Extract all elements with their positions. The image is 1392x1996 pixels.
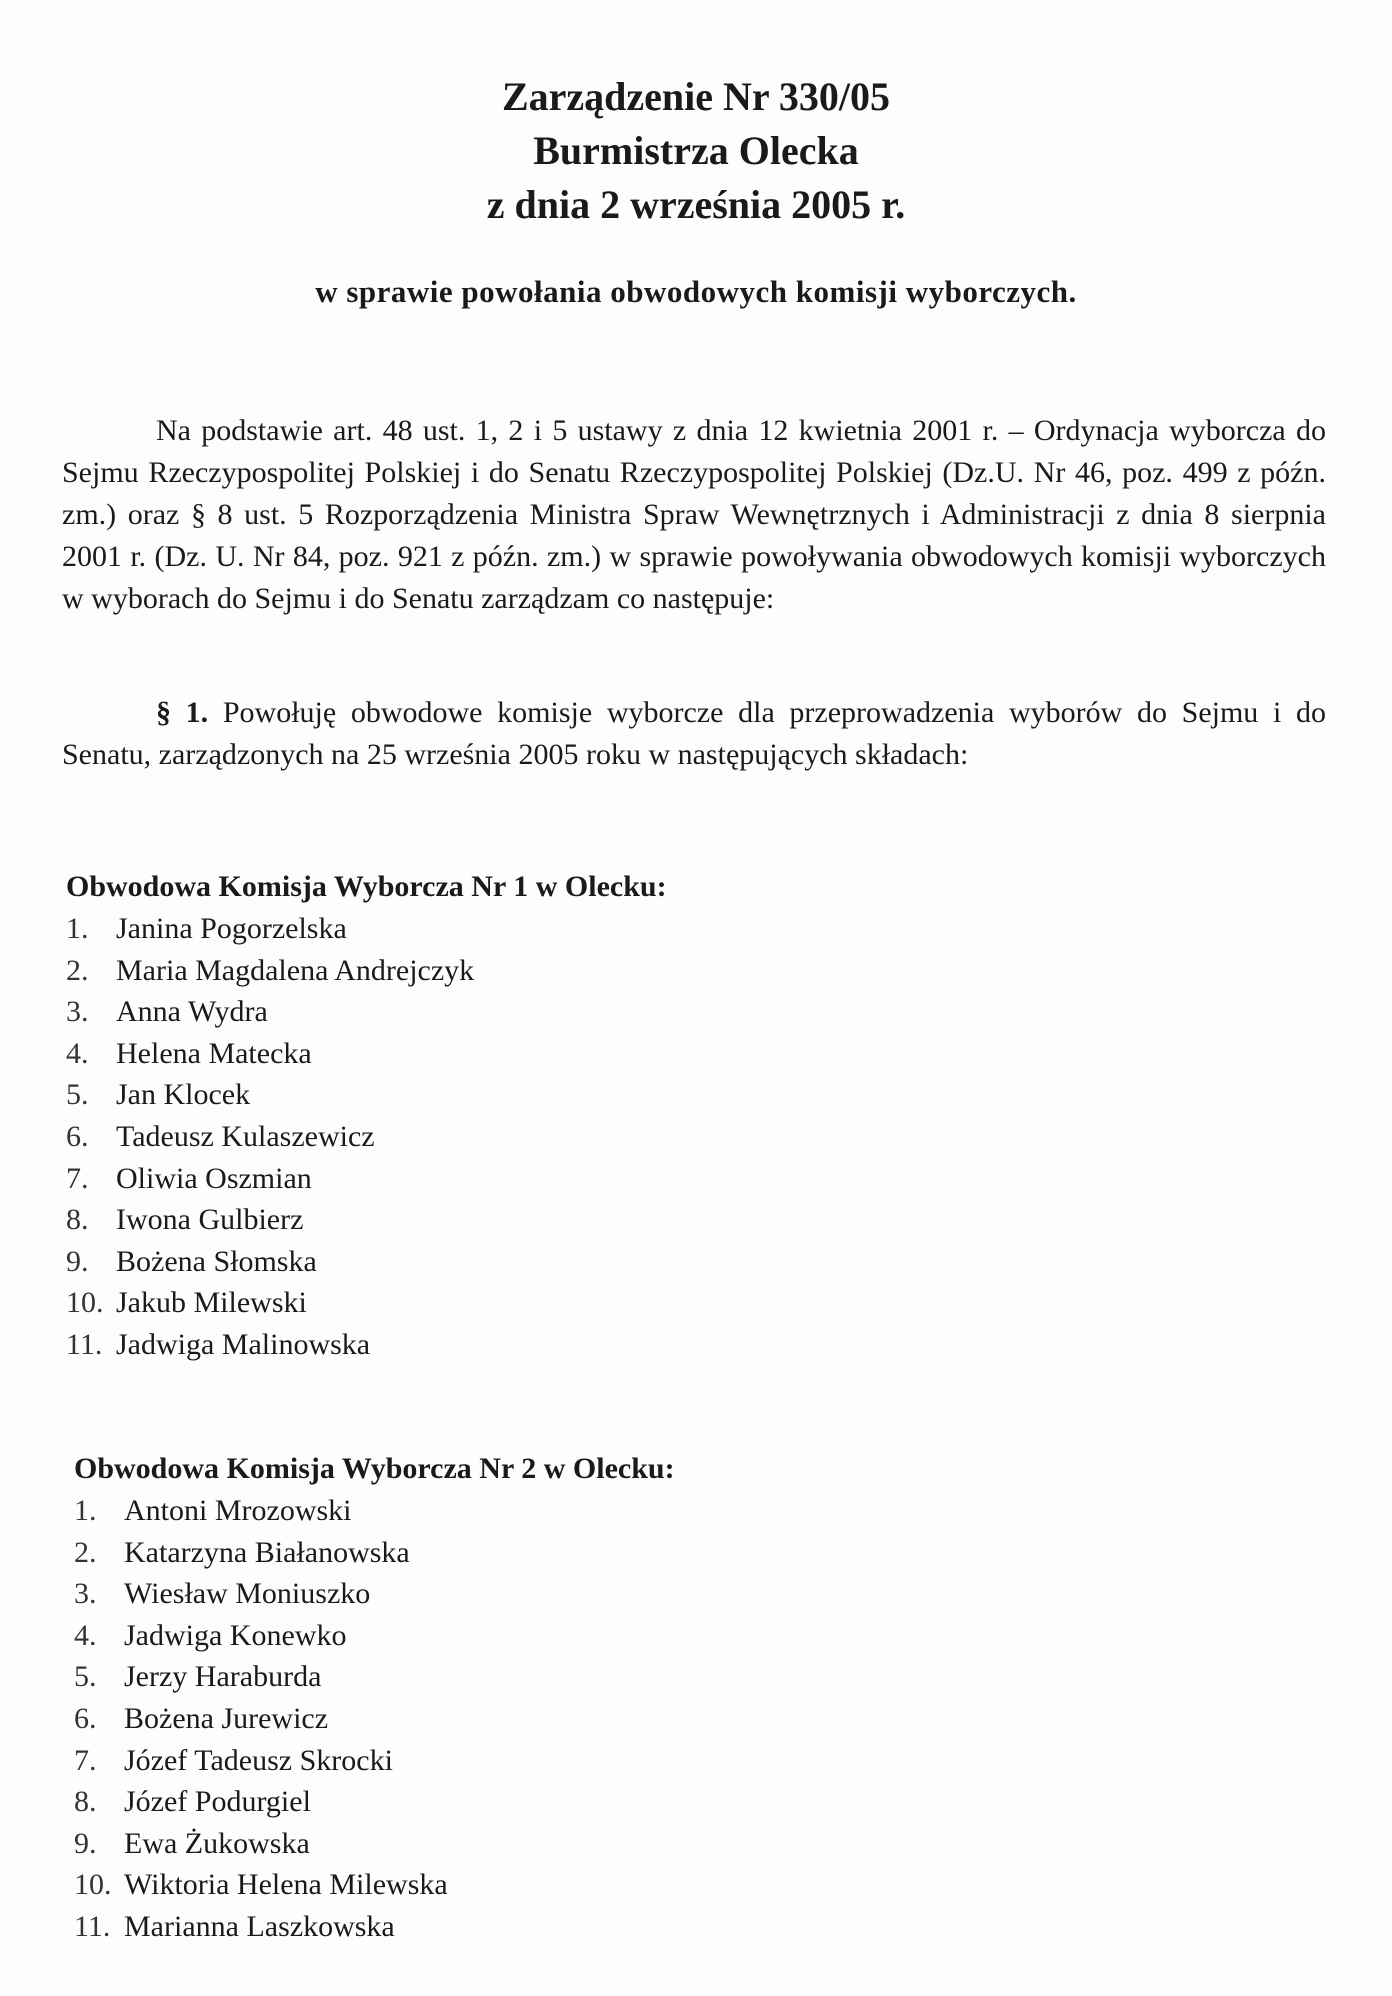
member-name: Anna Wydra [116,995,268,1029]
member-name: Józef Tadeusz Skrocki [124,1743,393,1777]
list-item [74,1823,974,1865]
member-number: 7. [74,1743,97,1777]
list-item [74,1532,974,1574]
title-line-3: z dnia 2 września 2005 r. [486,182,906,227]
member-number: 5. [74,1660,97,1694]
member-number: 7. [66,1161,89,1195]
document-title [0,70,1392,232]
list-item [66,950,966,992]
member-number: 10. [66,1286,104,1320]
member-name: Józef Podurgiel [124,1785,311,1819]
member-number: 8. [74,1785,97,1819]
member-name: Iwona Gulbierz [116,1203,304,1237]
section-1-paragraph [62,692,1326,776]
list-item [66,1116,966,1158]
member-name: Jadwiga Malinowska [116,1327,371,1361]
member-number: 11. [74,1909,111,1943]
member-name: Maria Magdalena Andrejczyk [116,953,475,987]
member-name: Marianna Laszkowska [124,1909,395,1943]
commission-1-member-list [66,908,966,1366]
member-number: 2. [74,1535,97,1569]
commission-1 [66,866,966,1366]
section-symbol: § 1. [156,696,209,729]
list-item [66,1324,966,1366]
member-number: 3. [66,995,89,1029]
member-number: 4. [74,1618,97,1652]
list-item [74,1906,974,1948]
member-number: 6. [74,1701,97,1735]
list-item [66,908,966,950]
member-number: 10. [74,1868,112,1902]
member-number: 4. [66,1036,89,1070]
list-item [74,1864,974,1906]
member-number: 11. [66,1327,103,1361]
list-item [74,1698,974,1740]
preamble-paragraph: Na podstawie art. 48 ust. 1, 2 i 5 ustawy z dnia 12 kwietnia 2001 r. – Ordynacja wyborcza do Sejmu Rzeczypospolitej Polskiej i do Senatu Rzeczypospolitej Polskiej (Dz.U. Nr 46, poz. 499 z późn. zm.) oraz § 8 ust. 5 Rozporządzenia Ministra Spraw Wewnętrznych i Administracji z dnia 8 sierpnia 2001 r. (Dz. U. Nr 84, poz. 921 z późn. zm.) w sprawie powoływania obwodowych komisji wyborczych w wyborach do Sejmu i do Senatu zarządzam co następuje: [62,414,1326,615]
title-line-1: Zarządzenie Nr 330/05 [501,74,891,119]
member-number: 3. [74,1577,97,1611]
list-item [66,1282,966,1324]
member-name: Wiesław Moniuszko [124,1577,371,1611]
member-name: Oliwia Oszmian [116,1161,312,1195]
list-item [66,1199,966,1241]
list-item [74,1656,974,1698]
member-number: 6. [66,1119,89,1153]
member-name: Helena Matecka [116,1036,312,1070]
list-item [66,1241,966,1283]
list-item [74,1573,974,1615]
member-number: 1. [66,912,89,945]
member-number: 9. [74,1826,97,1860]
list-item [66,991,966,1033]
commission-2-member-list [74,1490,974,1948]
member-name: Janina Pogorzelska [116,912,347,945]
member-number: 9. [66,1244,89,1278]
list-item [66,1033,966,1075]
member-name: Jadwiga Konewko [124,1618,347,1652]
member-name: Jakub Milewski [116,1286,307,1320]
member-name: Jan Klocek [116,1078,251,1112]
member-name: Bożena Słomska [116,1244,317,1278]
section-1-text: Powołuję obwodowe komisje wyborcze dla przeprowadzenia wyborów do Sejmu i do Senatu, zarządzonych na 25 września 2005 roku w następujących składach: [62,696,1326,771]
member-name: Jerzy Haraburda [124,1660,322,1694]
list-item [74,1490,974,1532]
commission-1-heading: Obwodowa Komisja Wyborcza Nr 1 w Olecku: [66,870,667,903]
member-name: Ewa Żukowska [124,1826,310,1860]
member-number: 2. [66,953,89,987]
list-item [74,1740,974,1782]
member-name: Tadeusz Kulaszewicz [116,1119,375,1153]
member-name: Bożena Jurewicz [124,1701,329,1735]
member-name: Katarzyna Białanowska [124,1535,410,1569]
commission-2-heading: Obwodowa Komisja Wyborcza Nr 2 w Olecku: [74,1452,675,1485]
commission-2 [74,1448,974,1948]
member-name: Wiktoria Helena Milewska [124,1868,448,1902]
document-subject: w sprawie powołania obwodowych komisji wyborczych. [315,274,1077,309]
member-number: 5. [66,1078,89,1112]
list-item [74,1781,974,1823]
member-number: 1. [74,1494,97,1527]
title-line-2: Burmistrza Olecka [533,128,859,173]
list-item [66,1158,966,1200]
member-number: 8. [66,1203,89,1237]
member-name: Antoni Mrozowski [124,1494,352,1527]
list-item [74,1615,974,1657]
list-item [66,1074,966,1116]
